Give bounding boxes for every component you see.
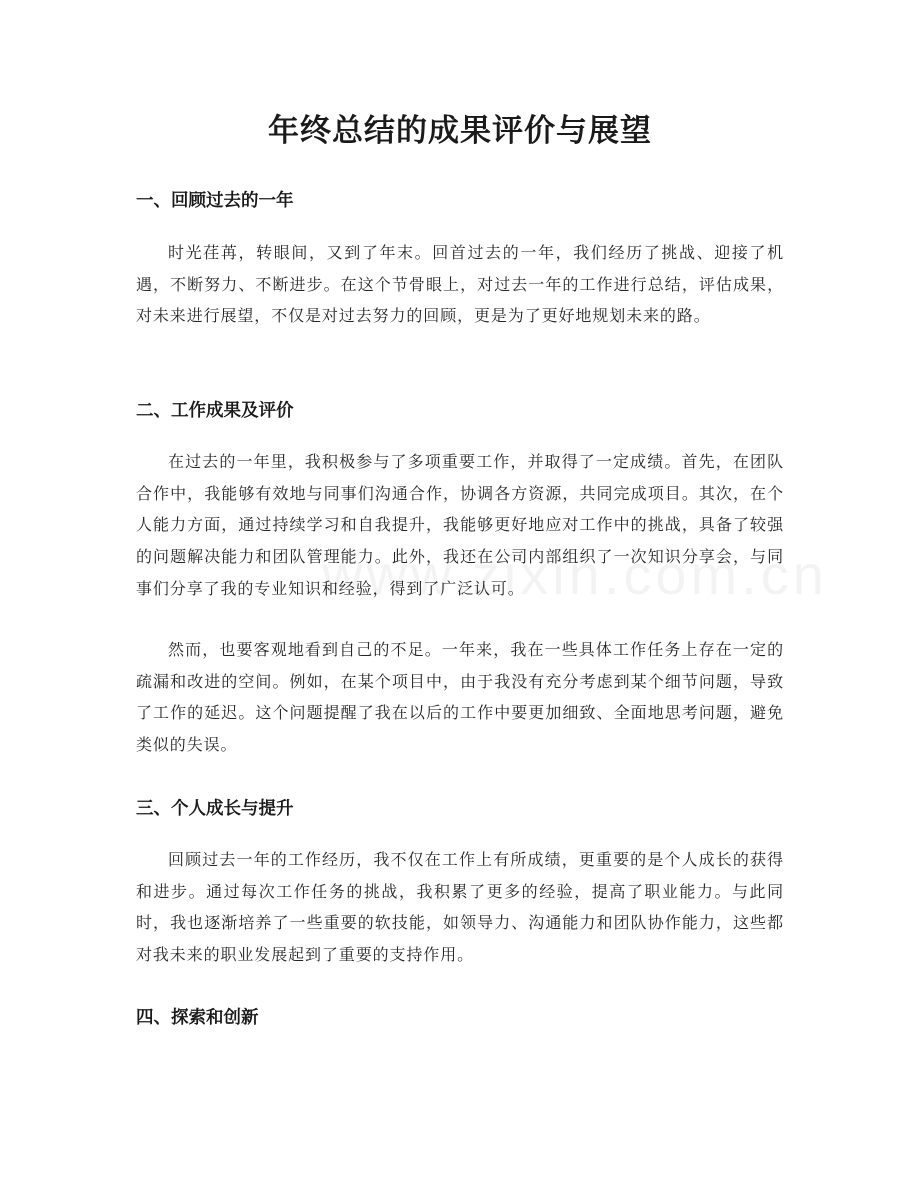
paragraph-results-1: 在过去的一年里，我积极参与了多项重要工作，并取得了一定成绩。首先，在团队合作中，我能够有效地与同事们沟通合作，协调各方资源，共同完成项目。其次，在个人能力方面，通过持续学习和自我提升，我能够更好地应对工作中的挑战，具备了较强的问题解决能力和团队管理能力。此外，我还在公司内部组织了一次知识分享会，与同事们分享了我的专业知识和经验，得到了广泛认可。 [136,452,784,598]
section-heading-growth: 三、个人成长与提升 [136,799,294,819]
section-heading-results: 二、工作成果及评价 [136,401,294,421]
paragraph-growth: 回顾过去一年的工作经历，我不仅在工作上有所成绩，更重要的是个人成长的获得和进步。通过每次工作任务的挑战，我积累了更多的经验，提高了职业能力。与此同时，我也逐渐培养了一些重要的软技能，如领导力、沟通能力和团队协作能力，这些都对我未来的职业发展起到了重要的支持作用。 [136,850,784,965]
section-heading-review: 一、回顾过去的一年 [136,191,294,211]
paragraph-results-2: 然而，也要客观地看到自己的不足。一年来，我在一些具体工作任务上存在一定的疏漏和改进的空间。例如，在某个项目中，由于我没有充分考虑到某个细节问题，导致了工作的延迟。这个问题提醒了我在以后的工作中要更加细致、全面地思考问题，避免类似的失误。 [136,640,784,755]
paragraph-review: 时光荏苒，转眼间，又到了年末。回首过去的一年，我们经历了挑战、迎接了机遇，不断努力、不断进步。在这个节骨眼上，对过去一年的工作进行总结，评估成果，对未来进行展望，不仅是对过去努力的回顾，更是为了更好地规划未来的路。 [136,243,784,326]
document-title: 年终总结的成果评价与展望 [268,113,652,149]
section-heading-innovation: 四、探索和创新 [136,1008,259,1028]
